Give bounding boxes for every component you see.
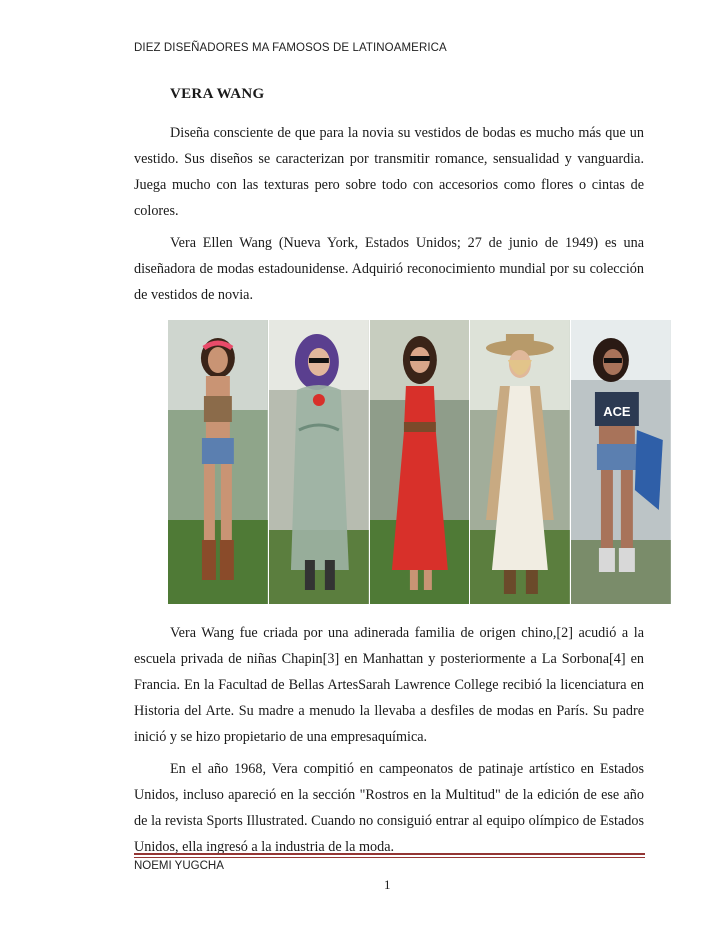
footer-author: NOEMI YUGCHA [134, 860, 224, 872]
paragraph-skating: En el año 1968, Vera compitió en campeonatos de patinaje artístico en Estados Unidos, incluso apareció en la sección "Rostros en la Multitud" de la edición de ese año de la revista Sports Illustrated. Cuando no consiguió entrar al equipo olímpico de Estados Unidos, ella ingresó a la industria de la moda. [134, 761, 644, 855]
fashion-photo-collage [168, 320, 671, 604]
footer-divider [134, 853, 645, 858]
shirt-text: ACE [603, 403, 631, 420]
photo-woman-fringe-vest [470, 320, 570, 604]
paragraph-bio: Vera Ellen Wang (Nueva York, Estados Unidos; 27 de junio de 1949) es una diseñadora de modas estadounidense. Adquirió reconocimiento mundial por su colección de vestidos de novia. [134, 235, 644, 303]
photo-woman-ace-shirt [571, 320, 671, 604]
page-header: DIEZ DISEÑADORES MA FAMOSOS DE LATINOAMERICA [134, 42, 447, 54]
photo-woman-denim-shorts [168, 320, 268, 604]
paragraph-intro: Diseña consciente de que para la novia su vestidos de bodas es mucho más que un vestido. Sus diseños se caracterizan por transmitir romance, sensualidad y vanguardia. Juega mucho con las texturas pero sobre todo con accesorios como flores o cintas de colores. [134, 125, 644, 219]
photo-woman-red-dress [370, 320, 470, 604]
photo-woman-purple-hair [269, 320, 369, 604]
page-number: 1 [384, 877, 391, 892]
section-title: VERA WANG [170, 86, 265, 102]
paragraph-education: Vera Wang fue criada por una adinerada familia de origen chino,[2] acudió a la escuela privada de niñas Chapin[3] en Manhattan y posteriormente a La Sorbona[4] en Francia. En la Facultad de Bellas ArtesSarah Lawrence College recibió la licenciatura en Historia del Arte. Su madre a menudo la llevaba a desfiles de modas en París. Su padre inició y se hizo propietario de una empresaquímica. [134, 625, 644, 745]
